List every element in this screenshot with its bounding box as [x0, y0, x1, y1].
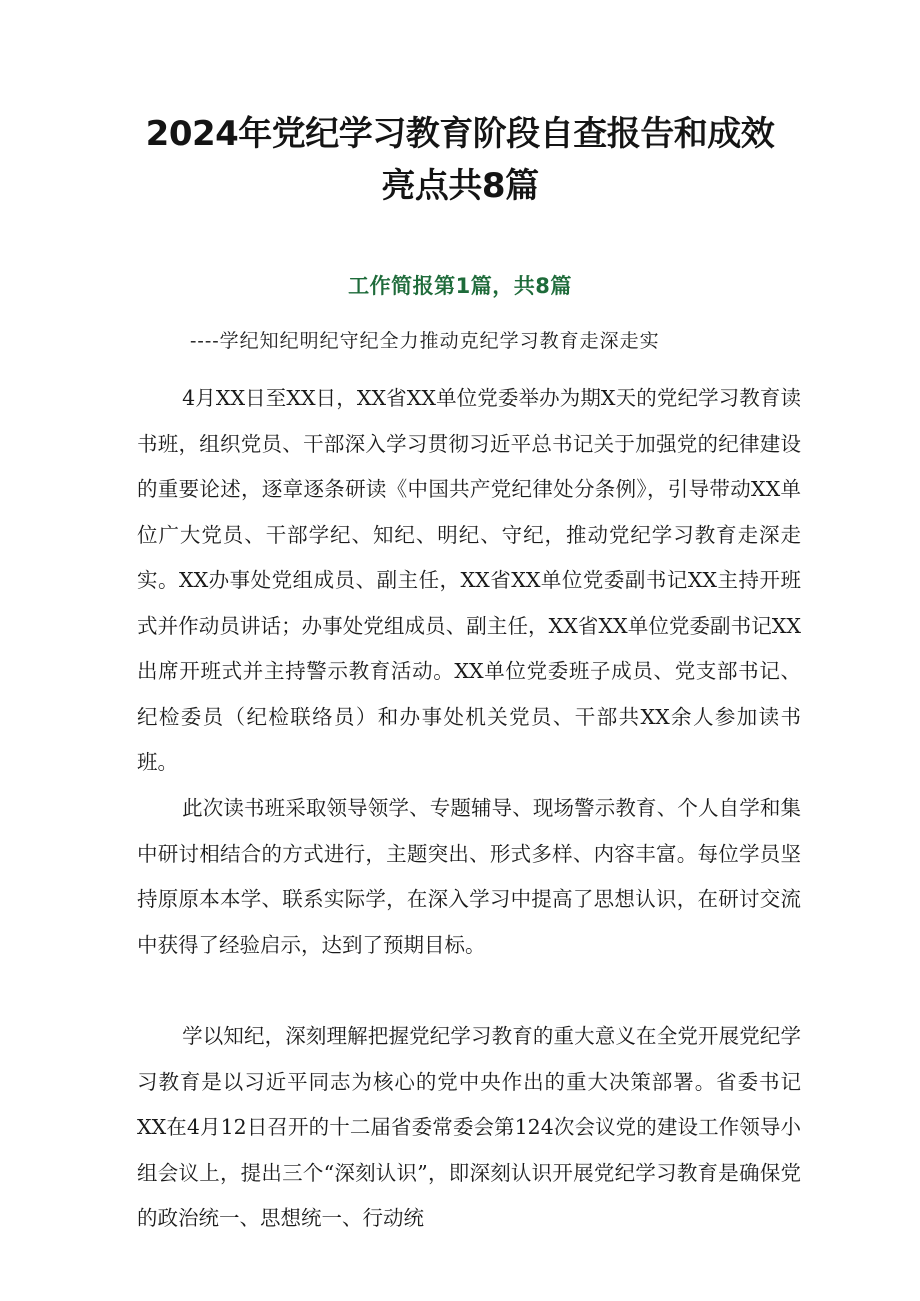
body-paragraph: 此次读书班采取领导领学、专题辅导、现场警示教育、个人自学和集中研讨相结合的方式进行，主题突出、形式多样、内容丰富。每位学员坚持原原本本学、联系实际学，在深入学习中提高了思想认识，在研讨交流中获得了经验启示，达到了预期目标。 — [137, 796, 801, 957]
body-paragraph-block — [137, 1014, 801, 1242]
document-title — [120, 108, 800, 212]
section-title: 工作简报第1篇，共8篇 — [348, 274, 572, 298]
body-paragraph: 4月XX日至XX日，XX省XX单位党委举办为期X天的党纪学习教育读书班，组织党员、干部深入学习贯彻习近平总书记关于加强党的纪律建设的重要论述，逐章逐条研读《中国共产党纪律处分条例》，引导带动XX单位广大党员、干部学纪、知纪、明纪、守纪，推动党纪学习教育走深走实。XX办事处党组成员、副主任，XX省XX单位党委副书记XX主持开班式并作动员讲话；办事处党组成员、副主任，XX省XX单位党委副书记XX出席开班式并主持警示教育活动。XX单位党委班子成员、党支部书记、纪检委员（纪检联络员）和办事处机关党员、干部共XX余人参加读书班。 — [137, 386, 801, 774]
body-paragraph-block — [137, 376, 801, 786]
document-title-line-2: 亮点共8篇 — [381, 166, 539, 206]
body-paragraph: 学以知纪，深刻理解把握党纪学习教育的重大意义在全党开展党纪学习教育是以习近平同志为核心的党中央作出的重大决策部署。省委书记XX在4月12日召开的十二届省委常委会第124次会议党的建设工作领导小组会议上，提出三个“深刻认识”，即深刻认识开展党纪学习教育是确保党的政治统一、思想统一、行动统 — [137, 1024, 801, 1230]
body-paragraph-block — [137, 786, 801, 968]
document-subtitle: ----学纪知纪明纪守纪全力推动克纪学习教育走深走实 — [190, 330, 660, 352]
document-title-line-1: 2024年党纪学习教育阶段自查报告和成效 — [145, 114, 775, 154]
